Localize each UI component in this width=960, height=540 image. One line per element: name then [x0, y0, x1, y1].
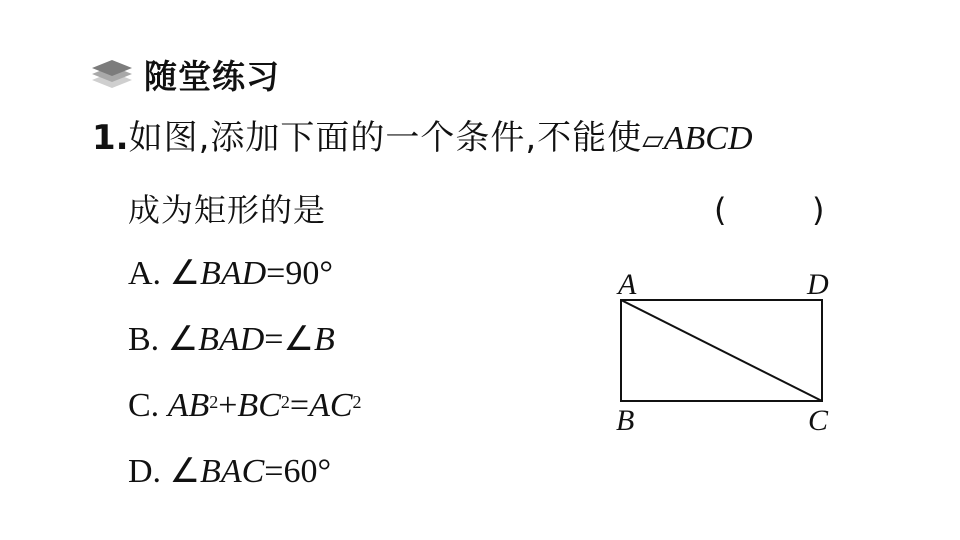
exponent: 2: [352, 392, 362, 412]
angle-symbol: ∠: [169, 453, 201, 490]
vertex-label-d: D: [807, 268, 829, 301]
question-math: ABCD: [663, 120, 753, 157]
equals-sign: =: [264, 453, 284, 490]
equals-sign: =: [266, 255, 286, 292]
exponent: 2: [209, 392, 219, 412]
answer-paren-left: (: [714, 191, 727, 229]
equals-sign: =: [289, 387, 310, 424]
option-value: 60°: [283, 453, 332, 490]
option-c: [128, 384, 362, 428]
equals-sign: =: [264, 321, 284, 358]
diagonal-ac: [621, 300, 822, 401]
section-title: 随堂练习: [144, 56, 280, 96]
question-text: 如图,添加下面的一个条件,不能使: [128, 118, 643, 158]
option-math: AC: [309, 387, 353, 424]
option-math: BC: [237, 387, 281, 424]
question-line-1: [92, 114, 753, 164]
question-line-2: 成为矩形的是: [128, 191, 327, 229]
option-letter: B.: [128, 321, 160, 358]
option-math: BAD: [198, 321, 265, 358]
option-b: [128, 318, 335, 362]
option-math: BAD: [200, 255, 267, 292]
option-math: AB: [167, 387, 210, 424]
option-letter: A.: [128, 255, 162, 292]
angle-symbol: ∠: [167, 321, 199, 358]
angle-symbol: ∠: [169, 255, 201, 292]
option-letter: D.: [128, 453, 162, 490]
section-header: [88, 52, 280, 96]
option-math: BAC: [200, 453, 265, 490]
option-value: 90°: [285, 255, 333, 292]
option-letter: C.: [128, 387, 160, 424]
rectangle-figure: [600, 262, 850, 442]
vertex-label-a: A: [618, 268, 637, 301]
plus-sign: +: [218, 387, 238, 424]
option-d: [128, 450, 331, 494]
answer-paren-right: ): [812, 191, 825, 229]
vertex-label-b: B: [616, 404, 635, 437]
parallelogram-symbol: ▱: [642, 123, 664, 156]
vertex-label-c: C: [808, 404, 829, 437]
exponent: 2: [280, 392, 290, 412]
angle-symbol: ∠: [283, 321, 314, 358]
option-math: B: [313, 321, 335, 358]
question-number: 1.: [92, 118, 129, 158]
option-a: [128, 252, 333, 296]
layers-icon: [88, 54, 136, 94]
